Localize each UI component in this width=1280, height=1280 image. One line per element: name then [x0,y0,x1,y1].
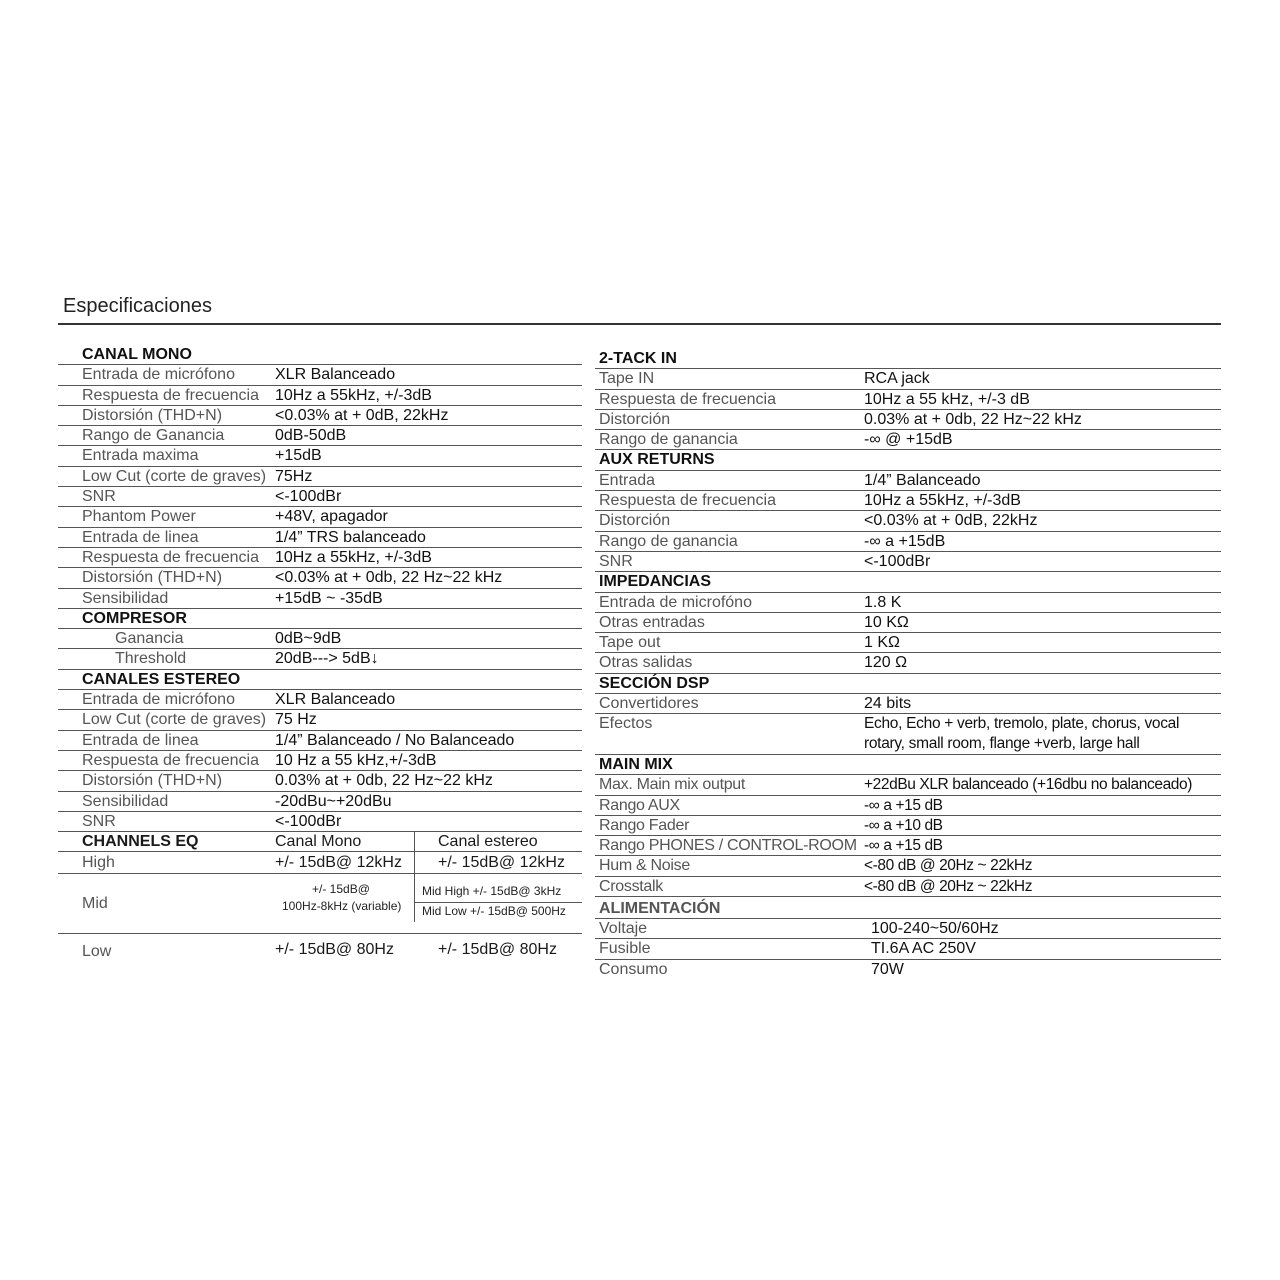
spec-label: Respuesta de frecuencia [599,492,776,510]
spec-value: 75Hz [275,467,313,485]
spec-value: 10Hz a 55 kHz, +/-3 dB [864,390,1030,408]
spec-label: Distorsión (THD+N) [82,569,223,587]
spec-row [58,812,582,832]
spec-label: Rango de ganancia [599,431,738,449]
spec-row: Convertidores 24 bits [595,694,1221,714]
spec-value: 1/4” TRS balanceado [275,528,426,546]
channels-eq-table [58,832,582,970]
spec-row [58,792,582,812]
spec-row [595,960,1221,980]
spec-value: 1.8 K [864,593,902,611]
spec-label: Distorción [599,512,671,530]
spec-label: Crosstalk [599,877,663,895]
spec-label: Entrada de microfóno [599,593,752,611]
eq-row-mid: Mid +/- 15dB@ 100Hz-8kHz (variable) Mid High +/- 15dB@ 3kHz Mid Low +/- 15dB@ 500Hz [58,874,582,934]
spec-row [58,487,582,507]
spec-row [58,426,582,446]
spec-label: Otras entradas [599,613,705,631]
section-header: CANAL MONO [58,345,582,365]
spec-value: 100-240~50/60Hz [871,920,999,938]
spec-row [595,471,1221,491]
spec-value: 20dB---> 5dB↓ [275,650,379,668]
section-header: CANALES ESTEREO [58,670,582,690]
spec-label: Phantom Power [82,508,196,526]
spec-label: SNR [599,552,633,570]
spec-label: Ganancia [115,630,184,648]
spec-value: RCA jack [864,370,930,388]
spec-value: 10 KΩ [864,613,909,631]
spec-value: 1/4” Balanceado [864,471,981,489]
spec-label: Distorción [599,410,671,428]
title-divider [58,323,1221,325]
spec-label: Distorsión (THD+N) [82,772,223,790]
spec-value: -∞ a +10 dB [864,816,943,834]
spec-label: Rango Fader [599,816,690,834]
spec-row [58,365,582,385]
spec-label: Entrada [599,471,656,489]
spec-value: <0.03% at + 0db, 22 Hz~22 kHz [275,569,503,587]
spec-label: Voltaje [599,920,648,938]
spec-value: -∞ a +15 dB [864,837,943,855]
canales-estereo-list [58,690,582,832]
spec-row [595,919,1221,939]
spec-label: Entrada de micrófono [82,366,235,384]
spec-label: Respuesta de frecuencia [82,751,259,769]
spec-label: Hum & Noise [599,857,690,875]
section-header: IMPEDANCIAS [595,572,1221,592]
spec-row [58,589,582,609]
impedancias-list [595,593,1221,674]
main-mix-list [595,775,1221,897]
section-header: ALIMENTACIÓN [595,897,1221,919]
spec-value: XLR Balanceado [275,691,396,709]
spec-label: Distorsión (THD+N) [82,406,223,424]
spec-row [595,796,1221,816]
spec-row [595,877,1221,897]
spec-value: <0.03% at + 0dB, 22kHz [275,406,449,424]
spec-row [58,710,582,730]
spec-row [58,507,582,527]
spec-row [595,633,1221,653]
right-spec-column [595,349,1221,980]
spec-value: 10Hz a 55kHz, +/-3dB [864,492,1021,510]
spec-value: +48V, apagador [275,508,388,526]
eq-row-high: High +/- 15dB@ 12kHz +/- 15dB@ 12kHz [58,852,582,874]
page-title: Especificaciones [63,295,212,317]
spec-value: 10Hz a 55kHz, +/-3dB [275,386,432,404]
spec-value: <-80 dB @ 20Hz ~ 22kHz [864,877,1033,895]
spec-row [58,771,582,791]
eq-column-divider [414,832,415,922]
spec-value: 0.03% at + 0db, 22 Hz~22 kHz [864,410,1082,428]
canal-mono-list [58,365,582,609]
spec-row [595,613,1221,633]
alimentacion-list [595,919,1221,980]
spec-value: +15dB [275,447,322,465]
spec-value: <-100dBr [275,488,342,506]
spec-row [595,410,1221,430]
eq-mid-divider [415,902,582,903]
spec-row [595,653,1221,673]
spec-label: Entrada de linea [82,528,199,546]
section-header: 2-TACK IN [595,349,1221,369]
spec-value: 75 Hz [275,711,317,729]
spec-row [595,511,1221,531]
spec-row [595,491,1221,511]
spec-value: TI.6A AC 250V [871,940,976,958]
spec-row [58,467,582,487]
spec-value: <-80 dB @ 20Hz ~ 22kHz [864,857,1033,875]
spec-label: SNR [82,812,116,830]
spec-value: -20dBu~+20dBu [275,792,392,810]
spec-value: -∞ a +15dB [864,532,946,550]
spec-row [595,775,1221,795]
spec-row [595,816,1221,836]
spec-value: 10Hz a 55kHz, +/-3dB [275,548,432,566]
spec-row [595,856,1221,876]
spec-label: Rango PHONES / CONTROL-ROOM [599,837,857,855]
spec-label: Sensibilidad [82,589,169,607]
spec-label: Max. Main mix output [599,776,746,794]
spec-row [595,836,1221,856]
spec-label: Low Cut (corte de graves) [82,467,267,485]
spec-label: Respuesta de frecuencia [82,548,259,566]
spec-row [58,690,582,710]
section-header: SECCIÓN DSP [595,674,1221,694]
spec-row-efectos: Efectos Echo, Echo + verb, tremolo, plate, chorus, vocal rotary, small room, flange +verb, large hall [595,714,1221,755]
spec-row [595,939,1221,959]
left-spec-column [58,345,582,970]
spec-row [595,552,1221,572]
spec-value: 1/4” Balanceado / No Balanceado [275,731,515,749]
spec-value: 0dB~9dB [275,630,342,648]
spec-label: Consumo [599,960,668,978]
spec-row [58,548,582,568]
spec-row [595,532,1221,552]
section-header: AUX RETURNS [595,450,1221,470]
spec-row [595,369,1221,389]
spec-label: Rango de Ganancia [82,427,225,445]
spec-label: Low Cut (corte de graves) [82,711,267,729]
tack-in-list [595,369,1221,450]
spec-label: Entrada maxima [82,447,199,465]
aux-returns-list [595,471,1221,572]
spec-row [595,390,1221,410]
spec-row [58,568,582,588]
spec-value: 10 Hz a 55 kHz,+/-3dB [275,751,437,769]
spec-value: +15dB ~ -35dB [275,589,383,607]
spec-row [58,731,582,751]
section-header: MAIN MIX [595,755,1221,775]
section-header: COMPRESOR [58,609,582,629]
spec-label: Rango de ganancia [599,532,738,550]
spec-label: Tape IN [599,370,655,388]
spec-row [58,649,582,669]
eq-row-low: Low +/- 15dB@ 80Hz +/- 15dB@ 80Hz [82,941,557,961]
compresor-list [58,629,582,670]
spec-row [595,593,1221,613]
spec-label: Respuesta de frecuencia [599,390,776,408]
spec-row [58,446,582,466]
spec-value: 1 KΩ [864,634,900,652]
spec-label: Tape out [599,634,661,652]
spec-label: SNR [82,488,116,506]
spec-value: XLR Balanceado [275,366,396,384]
spec-label: Threshold [115,650,187,668]
spec-value: 0.03% at + 0db, 22 Hz~22 kHz [275,772,493,790]
spec-label: Otras salidas [599,654,693,672]
spec-row [595,430,1221,450]
spec-value: 120 Ω [864,654,908,672]
spec-row [58,386,582,406]
spec-row [58,629,582,649]
spec-value: 70W [871,960,904,978]
spec-value: 0dB-50dB [275,427,347,445]
spec-label: Respuesta de frecuencia [82,386,259,404]
spec-value: <-100dBr [275,812,342,830]
spec-label: Rango AUX [599,796,680,814]
spec-row [58,751,582,771]
eq-header-row: CHANNELS EQ Canal Mono Canal estereo [58,832,582,852]
spec-row [58,406,582,426]
spec-label: Entrada de linea [82,731,199,749]
spec-label: Sensibilidad [82,792,169,810]
spec-value: <-100dBr [864,552,931,570]
spec-label: Fusible [599,940,651,958]
spec-label: Entrada de micrófono [82,691,235,709]
spec-row [58,528,582,548]
spec-value: <0.03% at + 0dB, 22kHz [864,512,1038,530]
spec-value: +22dBu XLR balanceado (+16dbu no balanceado) [864,776,1192,794]
spec-value: -∞ @ +15dB [864,431,953,449]
spec-value: -∞ a +15 dB [864,796,943,814]
